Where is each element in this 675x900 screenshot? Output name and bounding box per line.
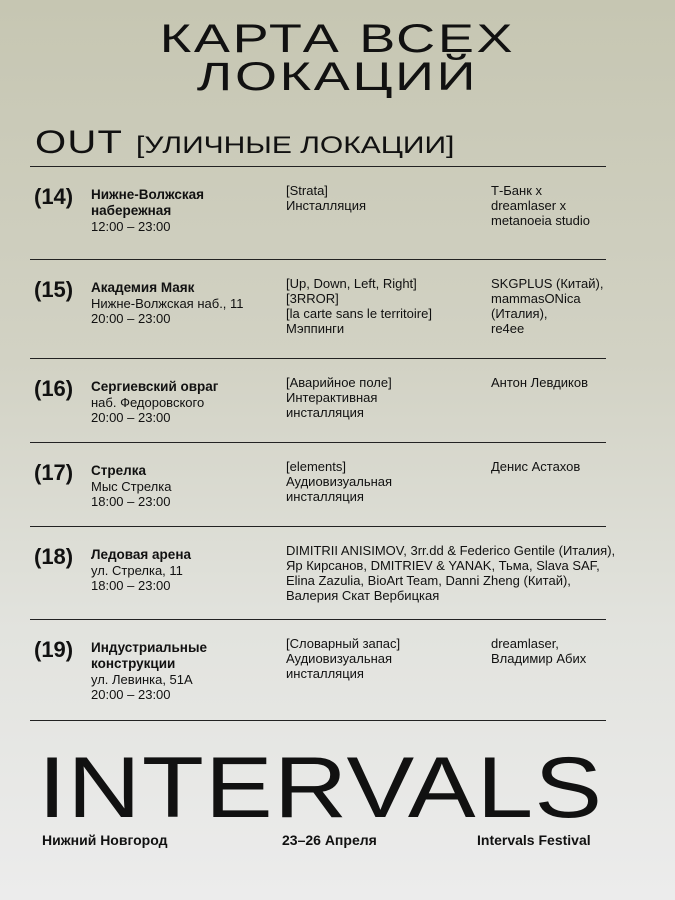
section-heading: [35, 124, 454, 167]
location-name: Стрелка: [91, 463, 146, 478]
description-line: [Словарный запас]: [286, 636, 401, 651]
location-number: (18): [34, 544, 74, 569]
artist-line: re4ee: [491, 321, 525, 336]
description-line: Аудиовизуальная: [286, 474, 393, 489]
location-description: [286, 183, 486, 213]
artist-line: metanoeia studio: [491, 213, 591, 228]
description-line: Аудиовизуальная: [286, 651, 393, 666]
location-number: (17): [34, 460, 74, 485]
location-time: 20:00 – 23:00: [91, 410, 171, 425]
location-row: [30, 359, 606, 443]
artist-line: Владимир Абих: [491, 651, 587, 666]
location-row: [30, 260, 606, 359]
brand-logo: INTERVALS: [38, 740, 604, 836]
artist-line: dreamlaser,: [491, 636, 559, 651]
location-name: Нижне-Волжская: [91, 187, 205, 202]
location-row: [30, 527, 616, 620]
location-address: наб. Федоровского: [91, 395, 205, 410]
location-number: (14): [34, 184, 74, 209]
location-name: Академия Маяк: [91, 280, 195, 295]
location-number: (15): [34, 277, 74, 302]
location-description: [286, 543, 621, 603]
description-line: [elements]: [286, 459, 346, 474]
artist-line: Т-Банк х: [491, 183, 543, 198]
location-name: Ледовая арена: [91, 547, 191, 562]
section-subtitle: [УЛИЧНЫЕ ЛОКАЦИИ]: [135, 132, 454, 159]
location-time: 12:00 – 23:00: [91, 219, 171, 234]
artist-line: dreamlaser x: [491, 198, 567, 213]
page-title-line1: КАРТА ВСЕХ: [159, 17, 516, 61]
locations-list: [30, 166, 616, 721]
footer-dates: 23–26 Апреля: [282, 832, 377, 848]
location-info: [91, 379, 271, 425]
location-number: (19): [34, 637, 74, 662]
location-artists: [491, 183, 621, 228]
location-description: [286, 276, 486, 336]
location-info: [91, 547, 271, 593]
location-info: [91, 280, 271, 326]
artist-line: mammasONica: [491, 291, 581, 306]
location-artists: [491, 375, 621, 390]
location-info: [91, 463, 271, 509]
location-address: Мыс Стрелка: [91, 479, 172, 494]
description-line: инсталляция: [286, 405, 364, 420]
location-info: [91, 187, 271, 234]
location-address: Нижне-Волжская наб., 11: [91, 296, 244, 311]
description-line: инсталляция: [286, 489, 364, 504]
location-description: [286, 459, 486, 504]
description-line: Интерактивная: [286, 390, 378, 405]
location-row: [30, 167, 606, 260]
location-name: конструкции: [91, 656, 176, 671]
description-line: [Аварийное поле]: [286, 375, 392, 390]
section-label: OUT: [35, 124, 124, 160]
location-name: Сергиевский овраг: [91, 379, 219, 394]
location-number: (16): [34, 376, 74, 401]
description-line: Инсталляция: [286, 198, 367, 213]
location-artists: [491, 636, 621, 666]
description-line: DIMITRII ANISIMOV, 3rr.dd & Federico Gentile (Италия), Яр Кирсанов, DMITRIEV & YANAK, Тьма, Slava SAF, Elina Zazulia, BioArt Team, Danni Zheng (Китай), Валерия Скат Вербицкая: [286, 543, 616, 603]
location-time: 20:00 – 23:00: [91, 687, 171, 702]
location-row: [30, 620, 606, 721]
description-line: [3RROR]: [286, 291, 339, 306]
description-line: [Strata]: [286, 183, 328, 198]
location-address: ул. Левинка, 51А: [91, 672, 193, 687]
location-description: [286, 375, 486, 420]
description-line: инсталляция: [286, 666, 364, 681]
artist-line: (Италия),: [491, 306, 548, 321]
location-description: [286, 636, 486, 681]
location-name: Индустриальные: [91, 640, 208, 655]
page-title-line2: ЛОКАЦИЙ: [196, 55, 479, 99]
location-name: набережная: [91, 203, 172, 218]
location-time: 20:00 – 23:00: [91, 311, 171, 326]
location-artists: [491, 459, 621, 474]
artist-line: Денис Астахов: [491, 459, 581, 474]
location-artists: [491, 276, 621, 336]
description-line: [Up, Down, Left, Right]: [286, 276, 417, 291]
location-time: 18:00 – 23:00: [91, 494, 171, 509]
footer-festival: Intervals Festival: [477, 832, 591, 848]
location-time: 18:00 – 23:00: [91, 578, 171, 593]
artist-line: SKGPLUS (Китай),: [491, 276, 604, 291]
description-line: [la carte sans le territoire]: [286, 306, 432, 321]
location-address: ул. Стрелка, 11: [91, 563, 183, 578]
location-info: [91, 640, 271, 702]
footer-city: Нижний Новгород: [42, 832, 168, 848]
description-line: Мэппинги: [286, 321, 345, 336]
artist-line: Антон Левдиков: [491, 375, 589, 390]
location-row: [30, 443, 606, 527]
